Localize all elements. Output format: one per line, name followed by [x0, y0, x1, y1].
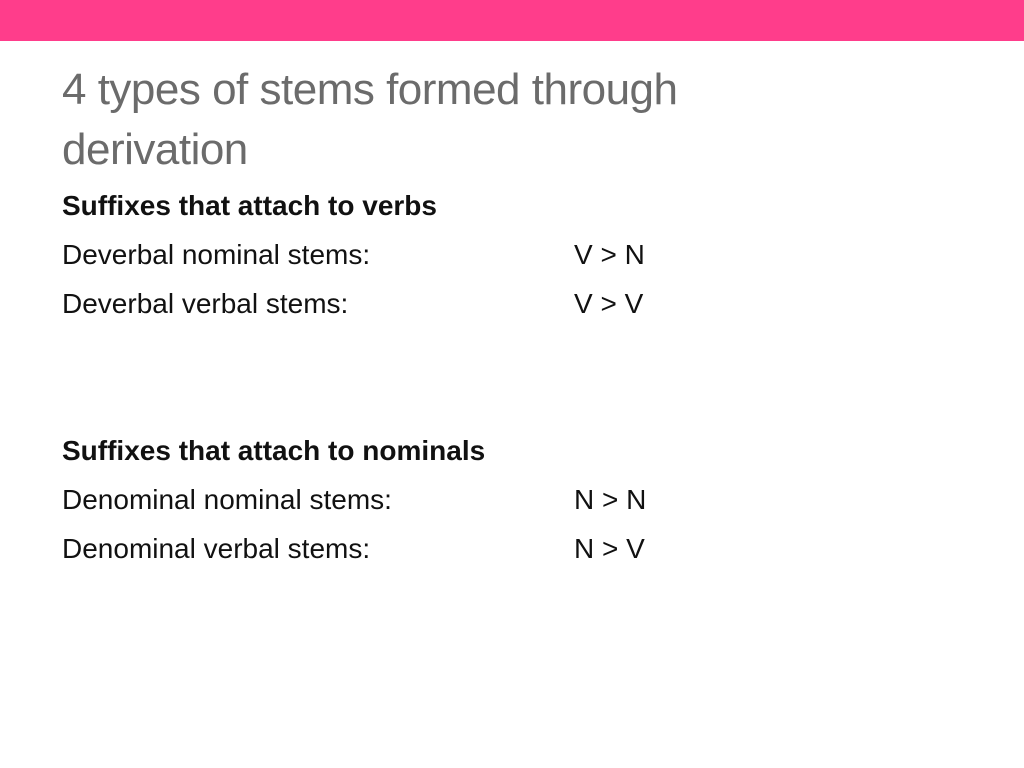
- slide-title: [62, 60, 962, 180]
- stem-type-row: [62, 527, 962, 576]
- stem-type-label: Denominal nominal stems:: [62, 484, 392, 515]
- stem-type-row: [62, 282, 962, 331]
- section-nominal-suffixes: [62, 429, 962, 576]
- section-verb-suffixes: [62, 184, 962, 331]
- slide-title-line-2: derivation: [62, 125, 248, 174]
- slide-title-line-1: 4 types of stems formed through: [62, 65, 678, 114]
- top-accent-bar: [0, 0, 1024, 41]
- stem-type-derivation: V > V: [574, 288, 644, 319]
- slide-body: [62, 184, 962, 576]
- stem-type-label: Denominal verbal stems:: [62, 533, 371, 564]
- section-heading: Suffixes that attach to verbs: [62, 190, 437, 221]
- stem-type-derivation: V > N: [574, 239, 645, 270]
- stem-type-derivation: N > V: [574, 533, 645, 564]
- stem-type-row: [62, 233, 962, 282]
- section-heading: Suffixes that attach to nominals: [62, 435, 486, 466]
- stem-type-row: [62, 478, 962, 527]
- stem-type-label: Deverbal nominal stems:: [62, 239, 371, 270]
- stem-type-label: Deverbal verbal stems:: [62, 288, 349, 319]
- stem-type-derivation: N > N: [574, 484, 647, 515]
